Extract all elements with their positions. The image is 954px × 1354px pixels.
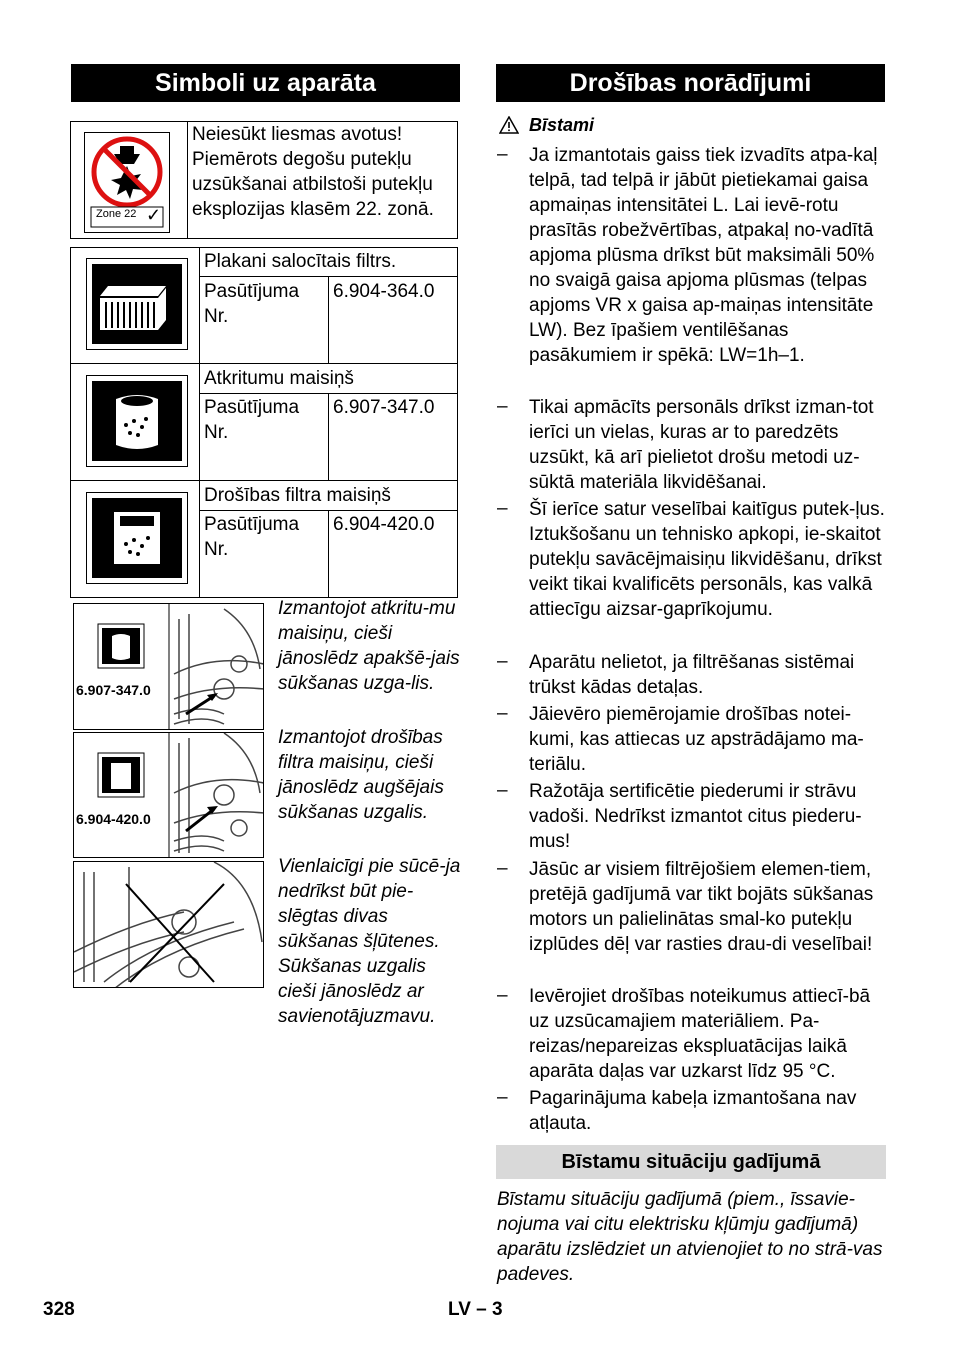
bullet-dash: – <box>497 1087 508 1108</box>
safety-bullet: Ražotāja sertificētie piederumi ir strāvu vadoši. Nedrīkst izmantot citus piederu-mus! <box>529 781 862 852</box>
figure-safety-filter-bag <box>73 732 264 858</box>
figure-code: 6.904-420.0 <box>76 811 151 827</box>
bullet-dash: – <box>497 703 508 724</box>
language-page: LV – 3 <box>448 1299 503 1320</box>
item-name: Drošības filtra maisiņš <box>204 485 391 506</box>
safety-bullet: Jāievēro piemērojamie drošības notei-kumi, kas attiecas uz apstrādājamo ma-teriālu. <box>529 704 864 775</box>
safety-bullet: Aparātu nelietot, ja filtrēšanas sistēmai trūkst kādas detaļas. <box>529 652 855 698</box>
order-number: 6.904-364.0 <box>333 281 435 302</box>
order-number: 6.907-347.0 <box>333 397 435 418</box>
order-label: Pasūtījuma Nr. <box>204 281 300 327</box>
item-name: Atkritumu maisiņš <box>204 368 354 389</box>
page-number: 328 <box>43 1299 75 1320</box>
order-number: 6.904-420.0 <box>333 514 435 535</box>
left-heading: Simboli uz aparāta <box>71 64 460 102</box>
safety-bullet: Tikai apmācīts personāls drīkst izman-tot ierīci un vielas, kuras ar to paredzēts uzsūkt, kā arī pielietot drošu metodi uz-sūktā materiāla likvidēšanai. <box>529 397 874 493</box>
item-name: Plakani salocītais filtrs. <box>204 251 397 272</box>
safety-bullet: Pagarinājuma kabeļa izmantošana nav atļauta. <box>529 1088 857 1134</box>
emergency-text: Bīstamu situāciju gadījumā (piem., īssavie-nojuma vai citu elektrisku kļūmju gadījumā) aparātu izslēdziet un atvienojiet to no strā-vas padeves. <box>497 1189 883 1285</box>
bullet-dash: – <box>497 144 508 165</box>
safety-bullet: Ja izmantotais gaiss tiek izvadīts atpa-kaļ telpā, tad telpā ir jābūt pietiekamai gaisa apmaiņas intensitātei L. Lai ievē-rotu prasītās robežvērtības, atpakaļ no-vadītā apjoma plūsma drīkst būt maksimāli 50% no svaigā gaisa apjoma plūsmas (telpas apjoms VR x gaisa ap-maiņas intensitāte LW). Bez īpašiem ventilēšanas pasākumiem ir spēkā: LW=1h–1. <box>529 145 878 366</box>
danger-label: Bīstami <box>529 115 595 135</box>
flat-filter-icon <box>86 258 188 350</box>
figure-two-hoses <box>73 861 264 988</box>
warning-text: Neiesūkt liesmas avotus! Piemērots degošu putekļu uzsūkšanai atbilstoši putekļu eksplozijas klasēm 22. zonā. <box>192 124 434 220</box>
figure-code: 6.907-347.0 <box>76 682 151 698</box>
figure-waste-bag <box>73 603 264 730</box>
bullet-dash: – <box>497 498 508 519</box>
figure-caption: Izmantojot atkritu-mu maisiņu, cieši jānoslēdz apakšē-jais sūkšanas uzga-lis. <box>278 598 460 694</box>
figure-caption: Vienlaicīgi pie sūcē-ja nedrīkst būt pie-slēgtas divas sūkšanas šļūtenes. Sūkšanas uzgalis cieši jānoslēdz ar savienotājuzmavu. <box>278 856 461 1027</box>
bullet-dash: – <box>497 780 508 801</box>
safety-bullet: Jāsūc ar visiem filtrējošiem elemen-tiem, pretējā gadījumā var tikt bojāts sūkšanas motors un palielinātas smal-ko putekļu izplūdes dēļ var rasties drau-di veselībai! <box>529 859 874 955</box>
waste-bag-icon <box>86 375 188 467</box>
zone-label: Zone 22 <box>96 208 137 220</box>
right-heading: Drošības norādījumi <box>496 64 885 102</box>
safety-bullet: Ievērojiet drošības noteikumus attiecī-bā uz uzsūcamajiem materiāliem. Pa-reizas/nepareizas ekspluatācijas laikā aparāta daļas var uzkarst līdz 95 °C. <box>529 986 871 1082</box>
bullet-dash: – <box>497 858 508 879</box>
safety-bullet: Šī ierīce satur veselībai kaitīgus putek-ļus. Iztukšošanu un tehnisko apkopi, ie-skaitot putekļu savācējmaisiņu likvidēšanu, drīkst veikt tikai kvalificēts personāls, kas valkā attiecīgu aizsar-gaprīkojumu. <box>529 499 885 620</box>
figure-caption: Izmantojot drošības filtra maisiņu, cieši jānoslēdz augšējais sūkšanas uzgalis. <box>278 727 444 823</box>
safety-filter-bag-icon <box>86 492 188 584</box>
bullet-dash: – <box>497 985 508 1006</box>
bullet-dash: – <box>497 651 508 672</box>
order-label: Pasūtījuma Nr. <box>204 514 300 560</box>
bullet-dash: – <box>497 396 508 417</box>
emergency-heading: Bīstamu situāciju gadījumā <box>496 1145 886 1179</box>
warning-triangle-icon <box>499 116 519 134</box>
check-icon: ✓ <box>146 205 162 225</box>
order-label: Pasūtījuma Nr. <box>204 397 300 443</box>
